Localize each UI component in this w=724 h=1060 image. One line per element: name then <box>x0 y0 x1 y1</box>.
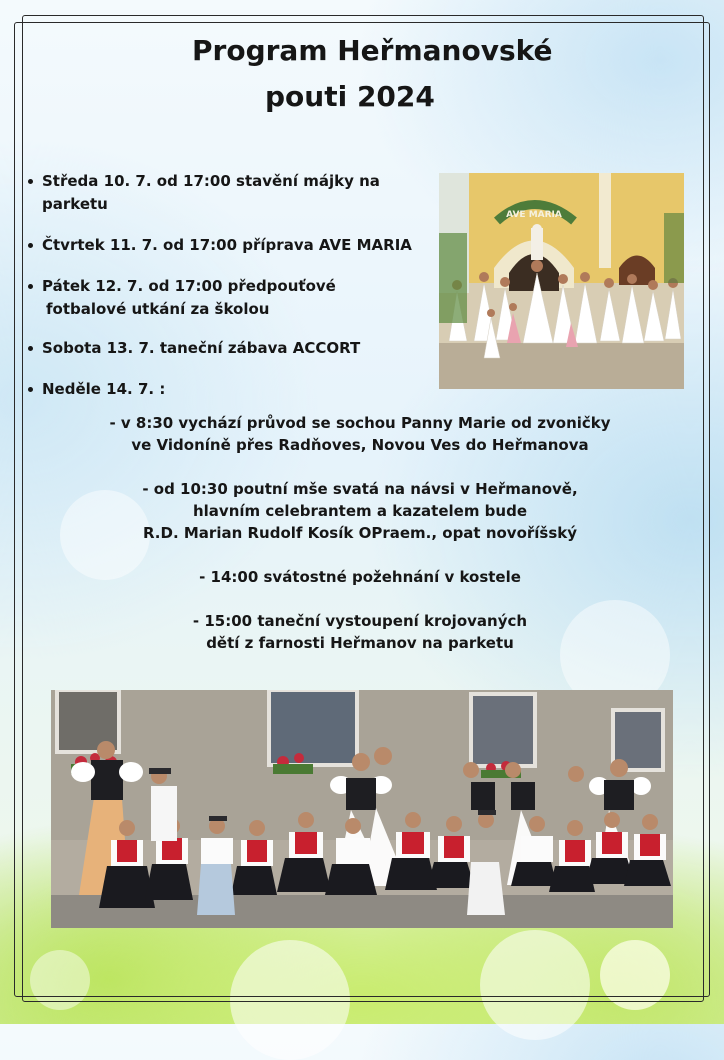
program-item-friday: Pátek 12. 7. od 17:00 předpouťové fotbalové utkání za školou <box>26 275 436 321</box>
program-item-wednesday: Středa 10. 7. od 17:00 stavění májky na parketu <box>26 170 436 216</box>
photo-folk-illustration <box>51 690 673 928</box>
photo-chapel-group <box>439 173 684 389</box>
photo-chapel-illustration <box>439 173 684 389</box>
page-title <box>90 28 670 120</box>
title-line-1: Program Heřmanovské <box>192 34 553 67</box>
photo-folk-costume-group <box>51 690 673 928</box>
sunday-dance: - 15:00 taneční vystoupení krojovaných dětí z farnosti Heřmanov na parketu <box>192 612 528 652</box>
program-item-thursday: Čtvrtek 11. 7. od 17:00 příprava AVE MARIA <box>26 234 436 257</box>
sunday-mass: - od 10:30 poutní mše svatá na návsi v Heřmanově, hlavním celebrantem a kazatelem bude R.D. Marian Rudolf Kosík OPraem., opat novoříšský <box>142 480 578 542</box>
sunday-blessing: - 14:00 svátostné požehnání v kostele <box>199 568 521 586</box>
bokeh-circle <box>600 940 670 1010</box>
program-item-saturday: Sobota 13. 7. taneční zábava ACCORT <box>26 337 436 360</box>
sunday-procession: - v 8:30 vychází průvod se sochou Panny Marie od zvoničky ve Vidoníně přes Radňoves, Novou Ves do Heřmanova <box>109 414 611 454</box>
bokeh-circle <box>30 950 90 1010</box>
title-line-2: pouti 2024 <box>265 80 435 113</box>
program-list <box>26 170 436 419</box>
sunday-program <box>60 412 660 676</box>
bokeh-circle <box>230 940 350 1060</box>
program-item-sunday: Neděle 14. 7. : <box>26 378 436 401</box>
photo-sign-text: AVE MARIA <box>506 210 562 220</box>
